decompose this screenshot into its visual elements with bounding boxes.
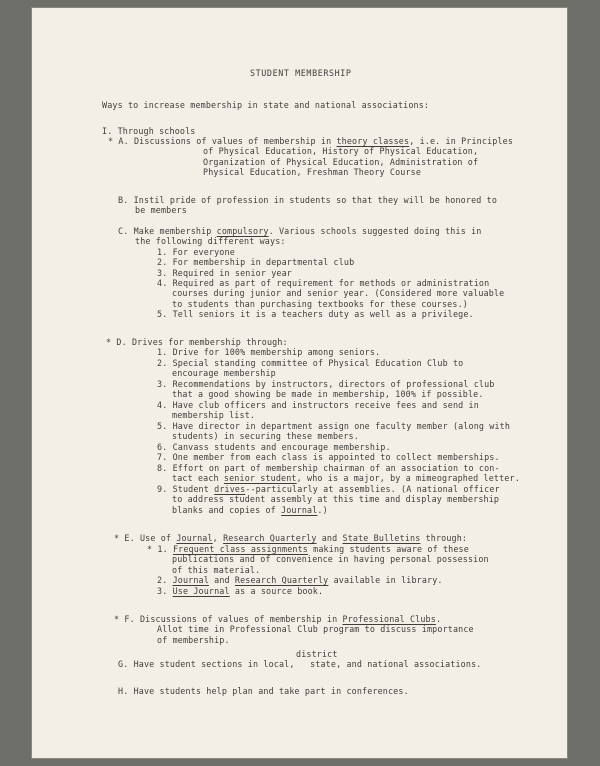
- item-d-sub-6: 6. Canvass students and encourage membership.: [157, 442, 391, 452]
- item-d-sub-4: 4. Have club officers and instructors receive fees and send in: [157, 400, 479, 410]
- item-d-sub-9: 9. Student drives--particularly at assemblies. (A national officer: [157, 484, 500, 494]
- item-d-sub-3b: that a good showing be made in membership, 100% if possible.: [172, 389, 484, 399]
- item-f-line-2: Allot time in Professional Club program to discuss importance: [157, 624, 474, 634]
- item-c-sub-3: 3. Required in senior year: [157, 268, 292, 278]
- item-f-line-3: of membership.: [157, 635, 230, 645]
- item-d-sub-2b: encourage membership: [172, 368, 276, 378]
- item-c-sub-1: 1. For everyone: [157, 247, 235, 257]
- item-a-line-4: Physical Education, Freshman Theory Course: [203, 167, 422, 177]
- intro-line: Ways to increase membership in state and national associations:: [102, 100, 430, 110]
- item-e-sub-1c: of this material.: [172, 565, 261, 575]
- item-d-line-1: * D. Drives for membership through:: [106, 337, 288, 347]
- item-d-sub-3: 3. Recommendations by instructors, directors of professional club: [157, 379, 495, 389]
- item-d-sub-4b: membership list.: [172, 410, 256, 420]
- item-d-sub-1: 1. Drive for 100% membership among seniors.: [157, 347, 381, 357]
- item-d-sub-5b: students) in securing these members.: [172, 431, 359, 441]
- item-d-sub-2: 2. Special standing committee of Physical Education Club to: [157, 358, 464, 368]
- item-a-line-3: Organization of Physical Education, Administration of: [203, 157, 479, 167]
- item-d-sub-9b: to address student assembly at this time and display membership: [172, 494, 500, 504]
- item-c-sub-4b: courses during junior and senior year. (Considered more valuable: [172, 288, 505, 298]
- section-heading: I. Through schools: [102, 126, 196, 136]
- item-e-sub-3: 3. Use Journal as a source book.: [157, 586, 324, 596]
- item-c-line-1: C. Make membership compulsory. Various schools suggested doing this in: [118, 226, 482, 236]
- item-d-sub-8b: tact each senior student, who is a major, by a mimeographed letter.: [172, 473, 520, 483]
- item-d-sub-7: 7. One member from each class is appointed to collect memberships.: [157, 452, 500, 462]
- item-b-line-2: be members: [135, 205, 187, 215]
- item-f-line-1: * F. Discussions of values of membership in Professional Clubs.: [114, 614, 442, 624]
- item-b-line-1: B. Instil pride of profession in students so that they will be honored to: [118, 195, 498, 205]
- item-e-sub-1: * 1. Frequent class assignments making students aware of these: [147, 544, 469, 554]
- item-e-sub-1b: publications and of convenience in having personal possession: [172, 554, 489, 564]
- item-d-sub-5: 5. Have director in department assign one faculty member (along with: [157, 421, 511, 431]
- item-c-sub-4: 4. Required as part of requirement for methods or administration: [157, 278, 490, 288]
- item-c-sub-5: 5. Tell seniors it is a teachers duty as well as a privilege.: [157, 309, 474, 319]
- item-g-line: G. Have student sections in local, state, and national associations.: [118, 659, 482, 669]
- item-c-sub-4c: to students than purchasing textbooks for these courses.): [172, 299, 468, 309]
- item-a-line-1: * A. Discussions of values of membership in theory classes, i.e. in Principles: [108, 136, 514, 146]
- item-c-sub-2: 2. For membership in departmental club: [157, 257, 355, 267]
- item-g-insert: district: [296, 649, 338, 659]
- item-d-sub-8: 8. Effort on part of membership chairman of an association to con-: [157, 463, 500, 473]
- item-c-line-2: the following different ways:: [135, 236, 286, 246]
- item-e-line-1: * E. Use of Journal, Research Quarterly and State Bulletins through:: [114, 533, 468, 543]
- item-e-sub-2: 2. Journal and Research Quarterly available in library.: [157, 575, 443, 585]
- item-a-line-2: of Physical Education, History of Physical Education,: [203, 146, 479, 156]
- item-d-sub-9c: blanks and copies of Journal.): [172, 505, 328, 515]
- page-title: STUDENT MEMBERSHIP: [250, 68, 352, 78]
- item-h-line: H. Have students help plan and take part in conferences.: [118, 686, 409, 696]
